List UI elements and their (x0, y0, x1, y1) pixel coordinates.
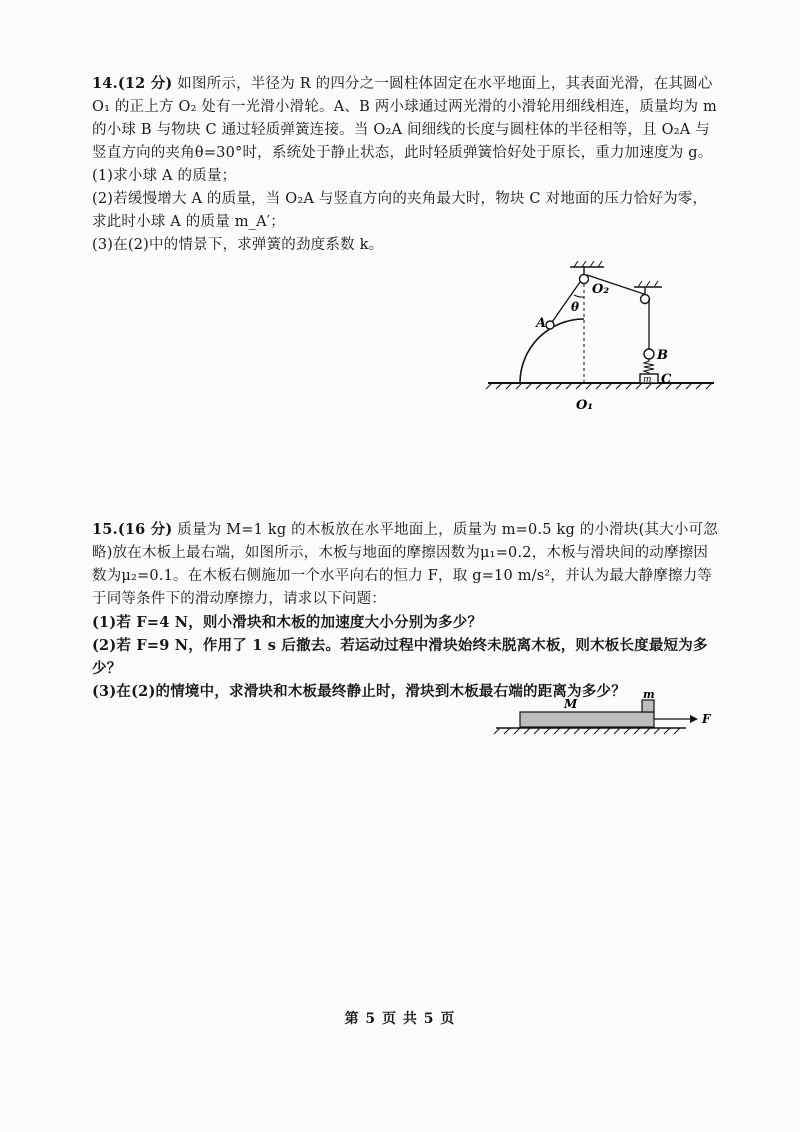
q15-ground-hatch (494, 728, 680, 734)
q15-stem (92, 518, 720, 611)
label-b: B (657, 348, 668, 363)
q15-stem-text: 质量为 M=1 kg 的木板放在水平地面上，质量为 m=0.5 kg 的小滑块(其大小可忽略)放在木板上最右端，如图所示，木板与地面的摩擦因数为μ₁=0.2，木板与滑块间的动摩擦因数为μ₂=0.1。在木板右侧施加一个水平向右的恒力 F，取 g=10 m/s²，并认为最大静摩擦力等于同等条件下的滑动摩擦力，请求以下问题： (92, 522, 718, 607)
q14-figure (478, 255, 718, 415)
label-m: m (643, 375, 652, 385)
q14-stem (92, 72, 720, 165)
q14-head: 14.(12 分) (92, 75, 173, 92)
label-a: A (536, 316, 547, 331)
label-board-m: M (564, 697, 578, 711)
q14-sub-3: (3)在(2)中的情景下，求弹簧的劲度系数 k。 (92, 237, 384, 253)
label-c: C (661, 372, 672, 387)
pulley-2-icon (641, 295, 650, 304)
q15-sub-1: (1)若 F=4 N，则小滑块和木板的加速度大小分别为多少？ (92, 614, 483, 631)
label-force-f: F (702, 712, 711, 726)
ball-b-icon (644, 349, 654, 359)
q14-sub-1: (1)求小球 A 的质量； (92, 168, 237, 184)
question-14 (92, 72, 720, 257)
q15-sub-3: (3)在(2)的情境中，求滑块和木板最终静止时，滑块到木板最右端的距离为多少？ (92, 683, 626, 700)
q15-head: 15.(16 分) (92, 521, 173, 538)
pulley-o2-icon (580, 275, 589, 284)
q15-figure (490, 688, 720, 740)
theta-arc (574, 295, 584, 297)
label-o2: O₂ (592, 282, 610, 297)
q14-sub-2: (2)若缓慢增大 A 的质量，当 O₂A 与竖直方向的夹角最大时，物块 C 对地面的压力恰好为零，求此时小球 A 的质量 m_A′； (92, 191, 708, 230)
arrow-right-icon (690, 715, 698, 723)
page-footer: 第 5 页 共 5 页 (344, 1011, 456, 1027)
ball-a-icon (546, 321, 554, 329)
wooden-board (520, 712, 654, 727)
q14-stem-text: 如图所示，半径为 R 的四分之一圆柱体固定在水平地面上，其表面光滑，在其圆心 O₁ 的正上方 O₂ 处有一光滑小滑轮。A、B 两小球通过两光滑的小滑轮用细线相连，质量均为 m 的小球 B 与物块 C 通过轻质弹簧连接。当 O₂A 间细线的长度与圆柱体的半径相等，且 O₂A 与竖直方向的夹角θ=30°时，系统处于静止状态，此时轻质弹簧恰好处于原长，重力加速度为 g。 (92, 76, 717, 161)
question-15 (92, 518, 720, 703)
label-block-m: m (643, 688, 655, 701)
label-theta: θ (571, 300, 580, 314)
label-o1: O₁ (576, 398, 594, 413)
q15-sub-2: (2)若 F=9 N，作用了 1 s 后撤去。若运动过程中滑块始终未脱离木板，则木板长度最短为多少？ (92, 637, 708, 677)
spring-icon (644, 359, 654, 374)
small-block (642, 700, 654, 712)
